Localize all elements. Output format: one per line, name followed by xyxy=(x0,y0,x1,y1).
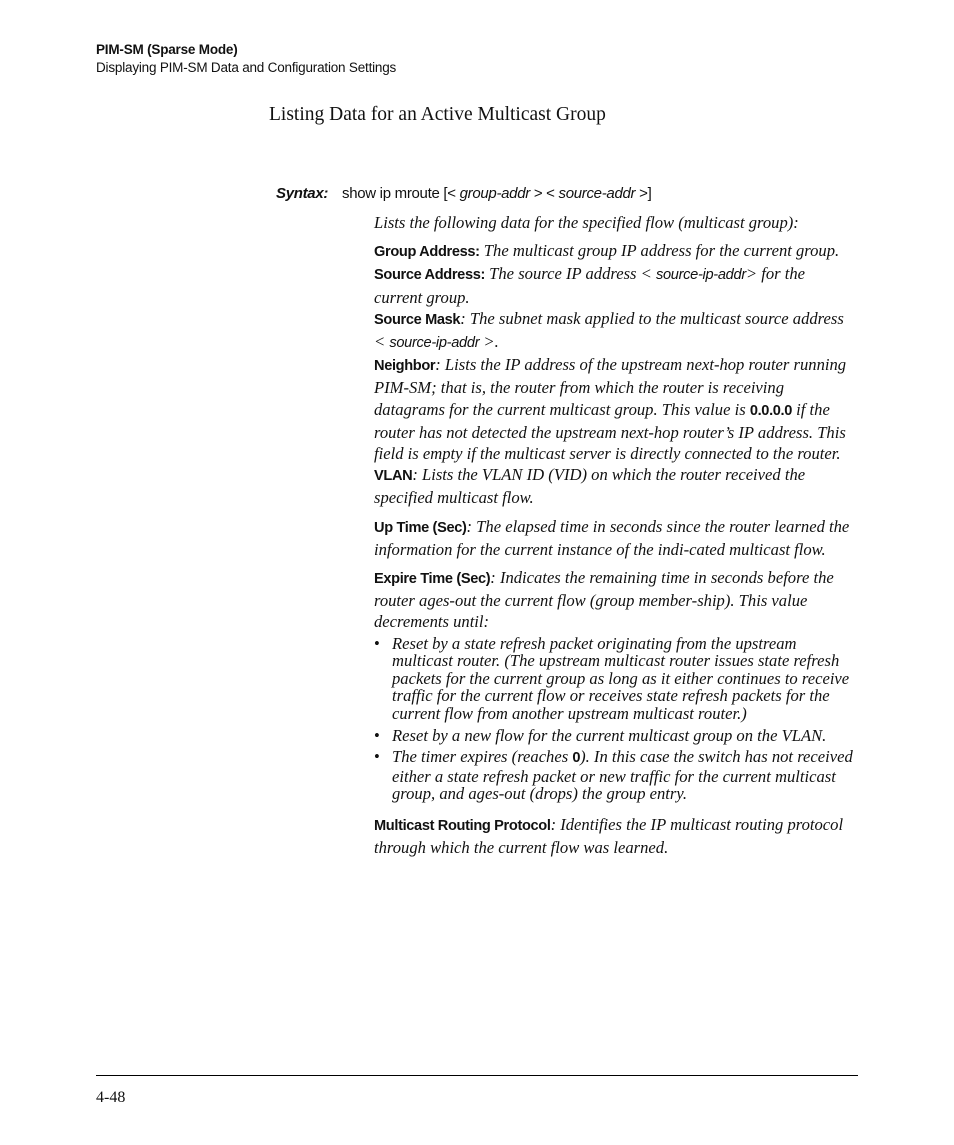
running-head xyxy=(96,41,396,77)
bullet-text: Reset by a state refresh packet originating from the upstream multicast router. (The upstream multicast router issues state refresh packets for the current group as long as it either continues to receive traffic for the current flow or receives state refresh packets for the current flow from another upstream multicast router.) xyxy=(392,633,850,724)
command-prefix: show ip mroute [< xyxy=(342,185,460,202)
syntax-label: Syntax: xyxy=(276,185,329,202)
desc-source-mask-a: : The subnet mask applied to the multicast source address < xyxy=(374,308,844,352)
field-source-mask xyxy=(374,308,854,354)
desc-source-mask-b: >. xyxy=(479,332,499,352)
bullet-marker: • xyxy=(374,633,380,653)
arg-source-ip-addr: source-ip-addr xyxy=(655,267,746,284)
list-item xyxy=(374,727,854,745)
desc-up-time: : The elapsed time in seconds since the router learned the information for the current instance of the indi-cated multicast flow. xyxy=(374,516,850,559)
term-expire-time: Expire Time (Sec) xyxy=(374,571,491,588)
expire-conditions-list xyxy=(374,635,854,803)
arg-group-addr: group-addr xyxy=(459,185,530,202)
field-source-address xyxy=(374,263,854,307)
field-neighbor xyxy=(374,354,854,464)
bullet-marker: • xyxy=(374,747,380,767)
term-group-address: Group Address: xyxy=(374,244,480,261)
footer-rule xyxy=(96,1075,858,1076)
value-zero: 0 xyxy=(572,750,581,767)
term-up-time: Up Time (Sec) xyxy=(374,519,467,536)
bullet-text: Reset by a new flow for the current multicast group on the VLAN. xyxy=(392,725,827,745)
section-subtitle: Displaying PIM-SM Data and Configuration Settings xyxy=(96,60,397,75)
term-vlan: VLAN xyxy=(374,468,413,485)
syntax-row xyxy=(276,185,651,202)
desc-source-address-a: The source IP address < xyxy=(485,264,656,284)
chapter-title: PIM-SM (Sparse Mode) xyxy=(96,42,238,57)
field-vlan xyxy=(374,464,854,508)
desc-vlan: : Lists the VLAN ID (VID) on which the router received the specified multicast flow. xyxy=(374,465,806,508)
value-zero-address: 0.0.0.0 xyxy=(749,402,793,419)
bullet-text-b: ). In this case the switch has not received either a state refresh packet or new traffic for the current multicast group, and ages-out (drops) the group entry. xyxy=(392,747,853,804)
desc-expire-time: : Indicates the remaining time in seconds before the router ages-out the current flow (group member-ship). This value decrements until: xyxy=(374,568,834,632)
page-number: 4-48 xyxy=(96,1089,126,1106)
term-multicast-routing-protocol: Multicast Routing Protocol xyxy=(374,818,551,834)
command-suffix: >] xyxy=(635,185,652,202)
arg-source-ip-addr-2: source-ip-addr xyxy=(389,335,480,352)
arg-separator: > < xyxy=(529,185,559,202)
syntax-command xyxy=(342,185,651,202)
field-multicast-routing-protocol xyxy=(374,814,854,858)
desc-group-address: The multicast group IP address for the current group. xyxy=(479,241,840,261)
section-title: Listing Data for an Active Multicast Group xyxy=(269,104,606,125)
bullet-marker: • xyxy=(374,725,380,745)
arg-source-addr: source-addr xyxy=(558,185,636,202)
desc-source-address-b: > for the current group. xyxy=(374,264,806,307)
desc-neighbor-a: : Lists the IP address of the upstream next-hop router running PIM-SM; that is, the router from which the router is receiving datagrams for the current multicast group. This value is xyxy=(374,355,847,419)
term-neighbor: Neighbor xyxy=(374,358,436,375)
desc-multicast-routing-protocol: : Identifies the IP multicast routing protocol through which the current flow was learned. xyxy=(374,815,844,858)
intro-paragraph: Lists the following data for the specified flow (multicast group): xyxy=(374,213,799,232)
term-source-address: Source Address: xyxy=(374,267,485,284)
bullet-text-a: The timer expires (reaches xyxy=(392,747,573,767)
list-item xyxy=(374,748,854,803)
desc-neighbor-b: if the router has not detected the upstream next-hop router’s IP address. This field is empty if the multicast server is directly connected to the router. xyxy=(374,399,846,464)
field-group-address xyxy=(374,240,854,263)
field-up-time xyxy=(374,516,854,560)
field-expire-time xyxy=(374,567,854,633)
list-item xyxy=(374,635,854,723)
description-body xyxy=(374,212,854,858)
term-source-mask: Source Mask xyxy=(374,311,461,328)
